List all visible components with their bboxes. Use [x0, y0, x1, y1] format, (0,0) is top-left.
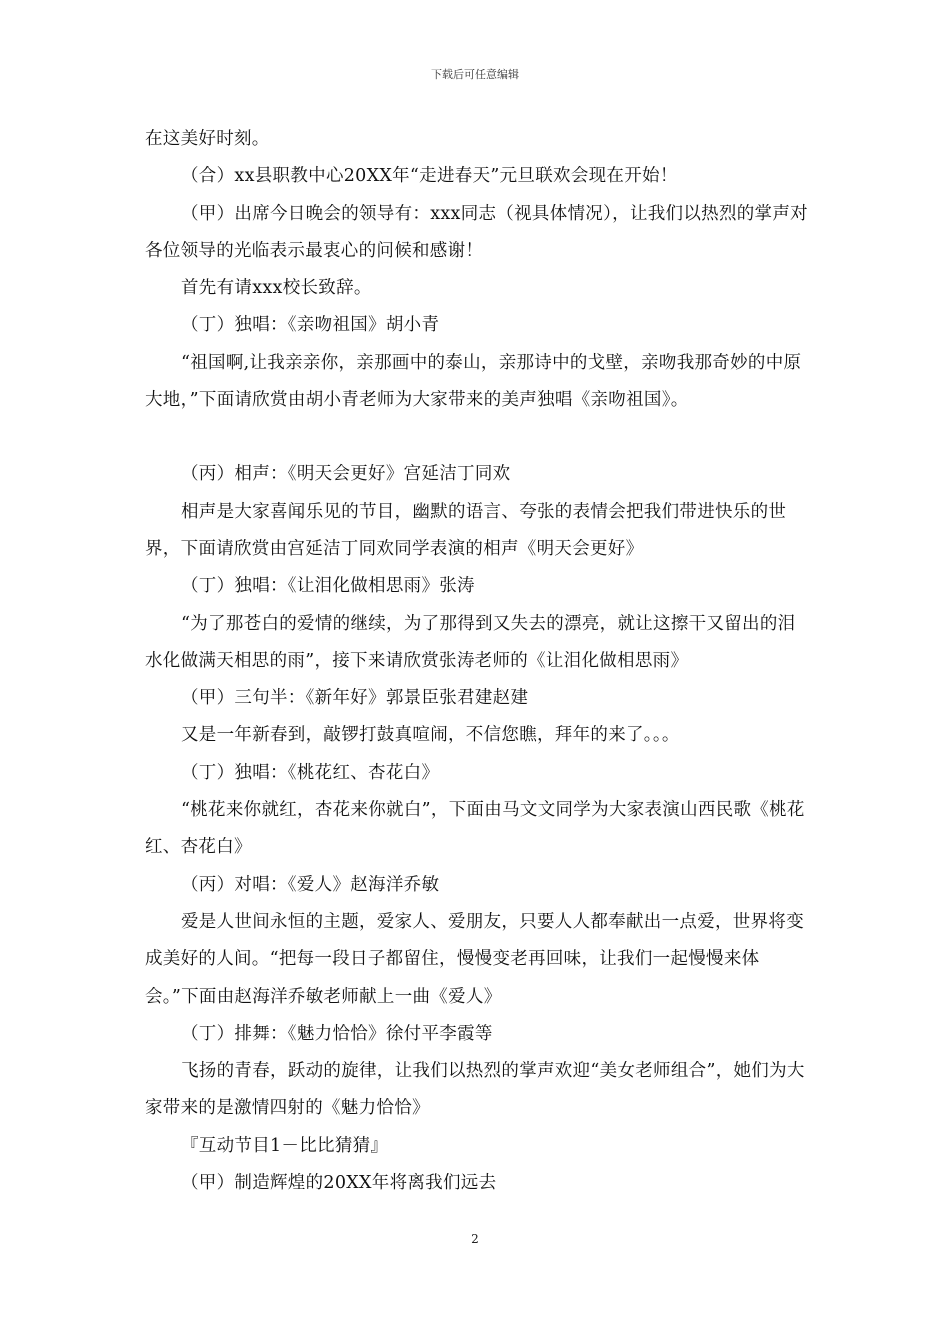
paragraph-17: （丁）排舞：《魅力恰恰》徐付平李霞等: [181, 1023, 493, 1044]
paragraph-3: （甲）出席今日晚会的领导有：xxx同志（视具体情况），让我们以热烈的掌声对各位领导的光临表示最衷心的问候和感谢！: [145, 203, 808, 261]
paragraph-2: （合）xx县职教中心20XX年“走进春天”元旦联欢会现在开始！: [181, 166, 678, 187]
paragraph-4: 首先有请xxx校长致辞。: [181, 278, 372, 299]
blank-line: [145, 419, 810, 456]
paragraph-10: “为了那苍白的爱情的继续，为了那得到又失去的漂亮，就让这擦干又留出的泪水化做满天相思的雨”，接下来请欣赏张涛老师的《让泪化做相思雨》: [145, 613, 796, 671]
paragraph-9: （丁）独唱：《让泪化做相思雨》张涛: [181, 576, 475, 597]
paragraph-12: 又是一年新春到，敲锣打鼓真喧闹，不信您瞧，拜年的来了。。。: [181, 725, 680, 746]
paragraph-14: “桃花来你就红，杏花来你就白”，下面由马文文同学为大家表演山西民歌《桃花红、杏花白》: [145, 800, 805, 858]
paragraph-11: （甲）三句半：《新年好》郭景臣张君建赵建: [181, 688, 529, 709]
paragraph-5: （丁）独唱：《亲吻祖国》胡小青: [181, 315, 440, 336]
document-body: [145, 121, 810, 1202]
paragraph-15: （丙）对唱：《爱人》赵海洋乔敏: [181, 874, 440, 895]
paragraph-1: 在这美好时刻。: [145, 129, 270, 149]
paragraph-13: （丁）独唱：《桃花红、杏花白》: [181, 762, 440, 783]
page-number: 2: [471, 1232, 479, 1246]
paragraph-19: 『互动节目1－比比猜猜』: [181, 1135, 389, 1156]
page-header: 下载后可任意编辑: [431, 68, 519, 81]
paragraph-16: 爱是人世间永恒的主题，爱家人、爱朋友，只要人人都奉献出一点爱，世界将变成美好的人间。“把每一段日子都留住，慢慢变老再回味，让我们一起慢慢来体会。”下面由赵海洋乔敏老师献上一曲《爱人》: [145, 911, 804, 1007]
paragraph-8: 相声是大家喜闻乐见的节目，幽默的语言、夸张的表情会把我们带进快乐的世界，下面请欣赏由宫延洁丁同欢同学表演的相声《明天会更好》: [145, 501, 787, 559]
paragraph-20: （甲）制造辉煌的20XX年将离我们远去: [181, 1173, 497, 1194]
paragraph-18: 飞扬的青春，跃动的旋律，让我们以热烈的掌声欢迎“美女老师组合”，她们为大家带来的是激情四射的《魅力恰恰》: [145, 1061, 805, 1119]
paragraph-6: “祖国啊,让我亲亲你，亲那画中的泰山，亲那诗中的戈壁，亲吻我那奇妙的中原大地，”下面请欣赏由胡小青老师为大家带来的美声独唱《亲吻祖国》。: [145, 352, 802, 411]
paragraph-7: （丙）相声：《明天会更好》宫延洁丁同欢: [181, 464, 511, 485]
